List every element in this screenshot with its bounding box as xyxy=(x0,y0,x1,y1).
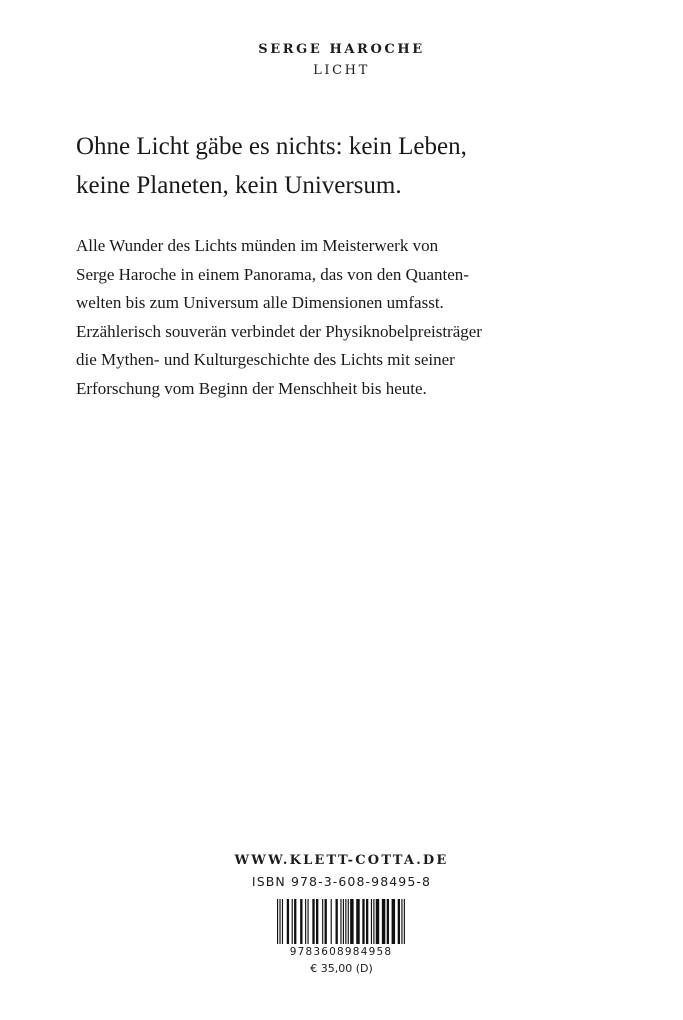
barcode-bar xyxy=(392,899,395,944)
barcode-bar xyxy=(373,899,374,944)
barcode-bar xyxy=(312,899,314,944)
barcode-bar xyxy=(322,899,323,944)
barcode-bar xyxy=(287,899,289,944)
barcode-bar xyxy=(292,899,293,944)
barcode-bar xyxy=(376,899,379,944)
barcode-bar xyxy=(387,899,389,944)
barcode-bar xyxy=(307,899,308,944)
barcode-graphic xyxy=(272,897,410,957)
blurb-line: Alle Wunder des Lichts münden im Meisterwerk von xyxy=(76,236,439,255)
barcode-bar xyxy=(300,899,302,944)
barcode-bar xyxy=(348,899,349,944)
barcode-bar xyxy=(316,899,318,944)
barcode-bar xyxy=(331,899,332,944)
barcode-bar xyxy=(305,899,306,944)
blurb-line: Serge Haroche in einem Panorama, das von den Quanten- xyxy=(76,264,469,284)
barcode-bar xyxy=(371,899,372,944)
barcode-bar xyxy=(343,899,344,944)
barcode-number: 9783608984958 xyxy=(289,946,393,957)
author-name: SERGE HAROCHE xyxy=(258,42,425,57)
barcode-bar xyxy=(325,899,327,944)
barcode-bar xyxy=(279,899,280,944)
publisher-website: WWW.KLETT-COTTA.DE xyxy=(234,853,449,868)
book-title: LICHT xyxy=(313,63,370,78)
headline-line: keine Planeten, kein Universum. xyxy=(76,172,402,199)
barcode xyxy=(272,897,410,957)
price-label: € 35,00 (D) xyxy=(310,962,373,975)
barcode-bar xyxy=(362,899,364,944)
barcode-bar xyxy=(356,899,359,944)
blurb-line: die Mythen- und Kulturgeschichte des Lichts mit seiner xyxy=(76,350,455,369)
barcode-bar xyxy=(398,899,400,944)
barcode-bar xyxy=(350,899,353,944)
headline xyxy=(76,127,636,205)
barcode-bar xyxy=(277,899,278,944)
blurb-line: Erforschung vom Beginn der Menschheit bis heute. xyxy=(76,378,427,398)
barcode-bar xyxy=(282,899,283,944)
blurb-line: Erzählerisch souverän verbindet der Physiknobelpreisträger xyxy=(76,321,482,341)
barcode-bar xyxy=(401,899,402,944)
headline-line: Ohne Licht gäbe es nichts: kein Leben, xyxy=(76,133,467,160)
barcode-bar xyxy=(404,899,405,944)
barcode-bar xyxy=(345,899,346,944)
blurb-line: welten bis zum Universum alle Dimensionen umfasst. xyxy=(76,293,444,312)
barcode-bar xyxy=(366,899,368,944)
isbn-number: ISBN 978-3-608-98495-8 xyxy=(251,874,432,889)
barcode-bar xyxy=(382,899,385,944)
barcode-bar xyxy=(336,899,338,944)
barcode-bar xyxy=(294,899,296,944)
barcode-bar xyxy=(340,899,341,944)
blurb-text xyxy=(76,232,636,403)
